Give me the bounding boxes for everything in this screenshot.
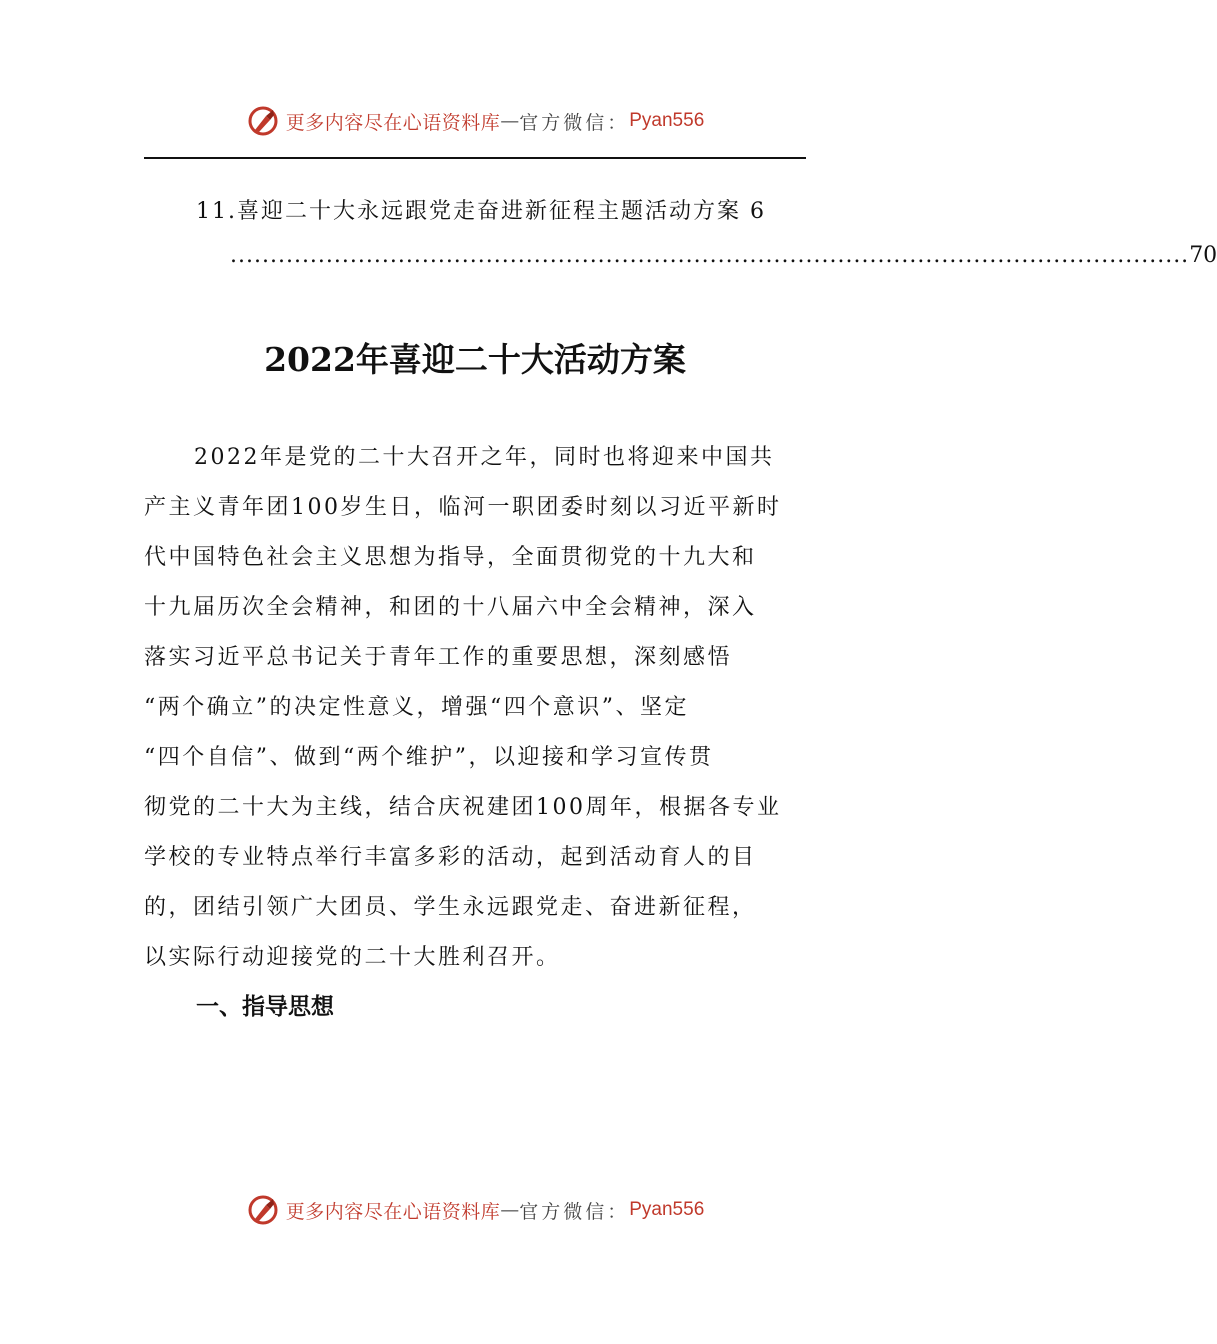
- paragraph-line: 彻党的二十大为主线，结合庆祝建团100周年，根据各专业: [144, 795, 782, 820]
- banner-text: 更多内容尽在心语资料库: [285, 1200, 501, 1223]
- body-paragraph: [144, 438, 808, 988]
- header-banner: [0, 104, 950, 138]
- paragraph-line: “两个确立”的决定性意义，增强“四个意识”、坚定: [144, 695, 689, 720]
- toc-dot-leader: ........................................................................................................................: [230, 243, 1190, 268]
- paragraph-line: 的，团结引领广大团员、学生永远跟党走、奋进新征程，: [144, 895, 757, 920]
- wechat-id: Pyan556: [629, 110, 705, 131]
- banner-separator: —: [500, 110, 520, 132]
- header-divider: [144, 157, 806, 159]
- footer-banner: [0, 1193, 950, 1227]
- paragraph-line: 十九届历次全会精神，和团的十八届六中全会精神，深入: [144, 595, 757, 620]
- paragraph-line: 学校的专业特点举行丰富多彩的活动，起到活动育人的目: [144, 845, 757, 870]
- paragraph-line: 落实习近平总书记关于青年工作的重要思想，深刻感悟: [144, 645, 733, 670]
- banner-text: 更多内容尽在心语资料库: [285, 111, 501, 134]
- document-title: 2022年喜迎二十大活动方案: [264, 340, 686, 379]
- pen-nib-logo-icon: [246, 104, 280, 138]
- paragraph-line: “四个自信”、做到“两个维护”，以迎接和学习宣传贯: [144, 745, 714, 770]
- section-heading: 一、指导思想: [196, 994, 334, 1020]
- paragraph-line: 代中国特色社会主义思想为指导，全面贯彻党的十九大和: [144, 545, 757, 570]
- toc-page-number: 70: [1189, 243, 1217, 268]
- toc-entry-leader[interactable]: [230, 243, 1217, 268]
- paragraph-line: 产主义青年团100岁生日，临河一职团委时刻以习近平新时: [144, 495, 782, 520]
- paragraph-line: 以实际行动迎接党的二十大胜利召开。: [144, 945, 561, 970]
- wechat-label: 官方微信：: [519, 1200, 630, 1223]
- paragraph-line: 2022年是党的二十大召开之年，同时也将迎来中国共: [194, 445, 775, 470]
- wechat-label: 官方微信：: [519, 111, 630, 134]
- wechat-id: Pyan556: [629, 1199, 705, 1220]
- toc-entry-title: 11.喜迎二十大永远跟党走奋进新征程主题活动方案 6: [196, 199, 766, 224]
- pen-nib-logo-icon: [246, 1193, 280, 1227]
- banner-separator: —: [500, 1199, 520, 1221]
- toc-entry[interactable]: [196, 194, 806, 225]
